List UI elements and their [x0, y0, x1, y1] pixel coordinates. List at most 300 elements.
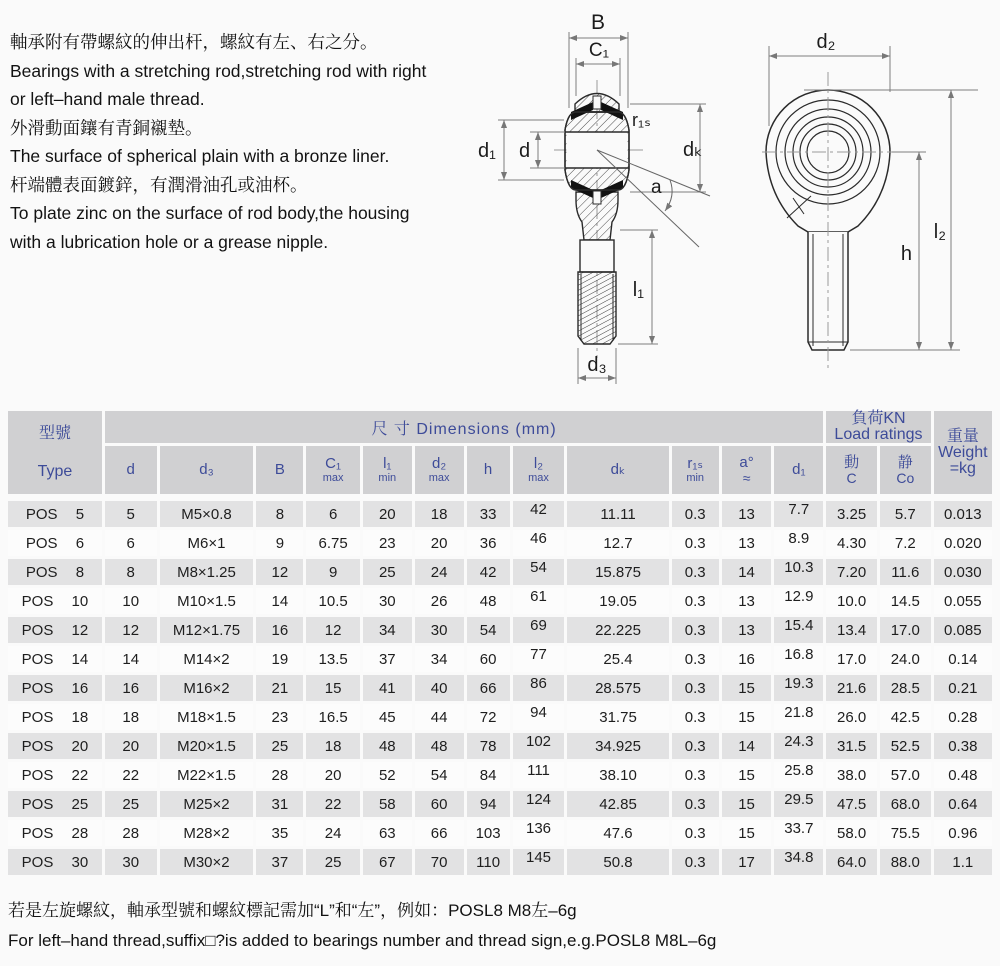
- cell-value: 22.225: [567, 617, 668, 643]
- table-row: [8, 530, 992, 556]
- intro-text: [10, 28, 472, 256]
- footnote-en: For left–hand thread,suffix□?is added to bearings number and thread sign,e.g.POSL8 M8L–6g: [8, 931, 717, 950]
- cell-value: 18: [105, 704, 157, 730]
- cell-value: [774, 617, 823, 643]
- column-label: l₂: [533, 455, 544, 472]
- cell-value: 14: [256, 588, 303, 614]
- label-d2: d₂: [816, 31, 836, 53]
- cell-text: 21.8: [784, 703, 814, 721]
- label-r1s: r₁ₛ: [632, 110, 651, 130]
- table-row: [8, 675, 992, 701]
- table-row: [8, 588, 992, 614]
- column-header: [306, 446, 360, 494]
- weight-column-header: [934, 411, 992, 494]
- label-l2: l₂: [933, 221, 946, 243]
- column-header: [722, 446, 772, 494]
- cell-type: POS 12: [8, 617, 102, 643]
- cell-value: 36: [467, 530, 510, 556]
- cell-value: 21: [256, 675, 303, 701]
- cell-value: 24: [306, 820, 360, 846]
- column-qualifier: ≈: [742, 469, 751, 486]
- column-header: [513, 446, 565, 494]
- cell-value: 30: [415, 617, 464, 643]
- cell-text: 42: [530, 500, 547, 518]
- cell-value: 22: [306, 791, 360, 817]
- cell-value: M16×2: [160, 675, 254, 701]
- cell-value: 60: [415, 791, 464, 817]
- column-label: a°: [739, 453, 754, 471]
- cell-value: 28: [256, 762, 303, 788]
- cell-value: [513, 588, 565, 614]
- label-h: h: [900, 243, 912, 265]
- cell-value: 30: [105, 849, 157, 875]
- cell-value: 15: [722, 675, 772, 701]
- footnotes: [8, 896, 716, 956]
- cell-value: 60: [467, 646, 510, 672]
- cell-value: 64.0: [826, 849, 877, 875]
- left-technical-drawing: [472, 0, 768, 400]
- cell-value: [513, 501, 565, 527]
- cell-value: 25: [363, 559, 412, 585]
- cell-value: 75.5: [880, 820, 931, 846]
- cell-value: 0.3: [672, 646, 719, 672]
- cell-value: 0.3: [672, 530, 719, 556]
- cell-value: 1.1: [934, 849, 992, 875]
- column-header: [467, 446, 510, 494]
- label-d1: d₁: [478, 140, 496, 162]
- cell-value: 20: [306, 762, 360, 788]
- cell-value: 19: [256, 646, 303, 672]
- table-row: [8, 704, 992, 730]
- column-header: [256, 446, 303, 494]
- cell-value: 40: [415, 675, 464, 701]
- cell-value: 0.3: [672, 675, 719, 701]
- cell-value: [513, 762, 565, 788]
- cell-value: 103: [467, 820, 510, 846]
- label-b: B: [590, 11, 606, 34]
- label-c1: C₁: [588, 40, 610, 61]
- cell-value: 10.0: [826, 588, 877, 614]
- cell-value: 0.96: [934, 820, 992, 846]
- intro-line: or left–hand male thread.: [10, 89, 205, 109]
- cell-value: 84: [467, 762, 510, 788]
- weight-header-en: Weight: [938, 443, 988, 461]
- cell-text: 86: [530, 674, 547, 692]
- cell-value: 48: [467, 588, 510, 614]
- column-qualifier: min: [378, 472, 397, 484]
- cell-value: 58.0: [826, 820, 877, 846]
- label-d3: d₃: [587, 354, 607, 376]
- cell-value: 88.0: [880, 849, 931, 875]
- cell-value: 0.3: [672, 559, 719, 585]
- intro-line: The surface of spherical plain with a bronze liner.: [10, 146, 390, 166]
- cell-value: 21.6: [826, 675, 877, 701]
- cell-text: 69: [530, 616, 547, 634]
- cell-value: 14.5: [880, 588, 931, 614]
- cell-value: 16: [722, 646, 772, 672]
- table-header-row2: [8, 446, 992, 494]
- cell-value: 37: [256, 849, 303, 875]
- cell-value: 33: [467, 501, 510, 527]
- label-a: a: [651, 177, 662, 198]
- column-label: d: [126, 461, 135, 478]
- column-label: r₁ₛ: [687, 455, 704, 472]
- cell-value: 17.0: [880, 617, 931, 643]
- cell-type: POS 25: [8, 791, 102, 817]
- cell-value: M5×0.8: [160, 501, 254, 527]
- cell-value: [774, 820, 823, 846]
- cell-value: [774, 675, 823, 701]
- cell-value: 41: [363, 675, 412, 701]
- cell-value: 5: [105, 501, 157, 527]
- intro-line: To plate zinc on the surface of rod body,the housing: [10, 203, 410, 223]
- cell-value: [774, 559, 823, 585]
- cell-value: 0.21: [934, 675, 992, 701]
- cell-value: 6.75: [306, 530, 360, 556]
- cell-value: 5.7: [880, 501, 931, 527]
- cell-value: 37: [363, 646, 412, 672]
- cell-value: 52: [363, 762, 412, 788]
- cell-value: 35: [256, 820, 303, 846]
- cell-value: [774, 733, 823, 759]
- cell-value: 0.28: [934, 704, 992, 730]
- column-header: [567, 446, 668, 494]
- cell-text: 29.5: [784, 790, 814, 808]
- cell-value: 70: [415, 849, 464, 875]
- cell-value: 58: [363, 791, 412, 817]
- cell-value: 47.5: [826, 791, 877, 817]
- cell-value: 24.0: [880, 646, 931, 672]
- table-header-row1: [8, 411, 992, 443]
- cell-value: 10.5: [306, 588, 360, 614]
- cell-value: 110: [467, 849, 510, 875]
- cell-value: [513, 791, 565, 817]
- cell-value: 9: [306, 559, 360, 585]
- cell-type: POS 10: [8, 588, 102, 614]
- cell-value: M18×1.5: [160, 704, 254, 730]
- cell-text: 10.3: [784, 558, 814, 576]
- cell-value: 4.30: [826, 530, 877, 556]
- weight-header-unit: =kg: [949, 459, 976, 477]
- cell-value: 20: [363, 501, 412, 527]
- cell-value: 34: [363, 617, 412, 643]
- cell-text: 61: [530, 587, 547, 605]
- spacer-row: [8, 497, 992, 498]
- cell-value: 13.4: [826, 617, 877, 643]
- type-header-zh: 型號: [38, 424, 71, 442]
- cell-value: 15.875: [567, 559, 668, 585]
- cell-text: 136: [525, 819, 552, 837]
- cell-value: 12: [105, 617, 157, 643]
- column-label: h: [483, 461, 493, 478]
- column-qualifier: C: [846, 469, 857, 486]
- cell-value: 0.3: [672, 820, 719, 846]
- weight-header-zh: 重量: [946, 427, 979, 445]
- column-header: [105, 446, 157, 494]
- cell-value: 11.11: [567, 501, 668, 527]
- cell-value: [774, 704, 823, 730]
- cell-text: 24.3: [784, 732, 814, 750]
- cell-value: 45: [363, 704, 412, 730]
- cell-value: 7.2: [880, 530, 931, 556]
- cell-value: 31.5: [826, 733, 877, 759]
- cell-value: M14×2: [160, 646, 254, 672]
- cell-value: M28×2: [160, 820, 254, 846]
- cell-value: [774, 849, 823, 875]
- column-qualifier: Co: [896, 469, 915, 486]
- cell-value: 0.013: [934, 501, 992, 527]
- cell-type: POS 30: [8, 849, 102, 875]
- cell-value: 14: [722, 733, 772, 759]
- cell-value: 0.3: [672, 733, 719, 759]
- cell-value: 15: [722, 762, 772, 788]
- cell-value: 18: [306, 733, 360, 759]
- cell-value: 23: [256, 704, 303, 730]
- column-label: d₁: [792, 461, 806, 478]
- intro-line: Bearings with a stretching rod,stretching rod with right: [10, 60, 427, 81]
- cell-value: 25.4: [567, 646, 668, 672]
- label-l1: l₁: [632, 279, 644, 301]
- cell-value: 0.48: [934, 762, 992, 788]
- cell-value: [513, 849, 565, 875]
- column-label: dₖ: [610, 461, 626, 478]
- table-row: [8, 501, 992, 527]
- cell-text: 94: [530, 703, 547, 721]
- column-header: [826, 446, 877, 494]
- cell-value: 15: [722, 791, 772, 817]
- cell-type: POS 18: [8, 704, 102, 730]
- intro-line: 軸承附有帶螺紋的伸出杆，螺紋有左、右之分。: [10, 32, 378, 52]
- cell-value: [513, 617, 565, 643]
- column-header: [415, 446, 464, 494]
- table-row: [8, 559, 992, 585]
- cell-value: 42.85: [567, 791, 668, 817]
- table-row: [8, 617, 992, 643]
- label-d: d: [519, 140, 531, 162]
- column-header: [363, 446, 412, 494]
- cell-value: 34: [415, 646, 464, 672]
- column-header: [160, 446, 254, 494]
- cell-text: 124: [525, 790, 552, 808]
- cell-text: 12.9: [784, 587, 814, 605]
- cell-type: POS 8: [8, 559, 102, 585]
- cell-value: 48: [415, 733, 464, 759]
- cell-value: 6: [306, 501, 360, 527]
- cell-value: 15: [722, 820, 772, 846]
- cell-value: 3.25: [826, 501, 877, 527]
- bearing-section: [565, 94, 629, 345]
- column-label: d₃: [199, 461, 214, 478]
- cell-value: 67: [363, 849, 412, 875]
- cell-value: 28.575: [567, 675, 668, 701]
- cell-value: [513, 675, 565, 701]
- cell-value: 23: [363, 530, 412, 556]
- cell-value: 16: [105, 675, 157, 701]
- cell-value: [513, 820, 565, 846]
- cell-value: 10: [105, 588, 157, 614]
- cell-value: 6: [105, 530, 157, 556]
- table-row: [8, 762, 992, 788]
- cell-value: [774, 588, 823, 614]
- cell-text: 77: [530, 645, 547, 663]
- cell-value: 57.0: [880, 762, 931, 788]
- cell-value: 50.8: [567, 849, 668, 875]
- cell-value: 13: [722, 530, 772, 556]
- cell-value: 13.5: [306, 646, 360, 672]
- cell-value: 17.0: [826, 646, 877, 672]
- cell-value: [513, 530, 565, 556]
- cell-text: 34.8: [784, 848, 814, 866]
- column-qualifier: max: [322, 472, 344, 484]
- dimensions-header: 尺 寸 Dimensions (mm): [105, 411, 823, 443]
- type-column-header: [8, 411, 102, 494]
- cell-text: 102: [525, 732, 552, 750]
- cell-value: [513, 733, 565, 759]
- cell-value: 7.20: [826, 559, 877, 585]
- cell-value: M12×1.75: [160, 617, 254, 643]
- cell-value: M20×1.5: [160, 733, 254, 759]
- table-row: [8, 849, 992, 875]
- table-row: [8, 820, 992, 846]
- cell-text: 33.7: [784, 819, 814, 837]
- cell-text: 54: [530, 558, 547, 576]
- cell-value: 0.055: [934, 588, 992, 614]
- cell-type: POS 20: [8, 733, 102, 759]
- cell-value: 0.020: [934, 530, 992, 556]
- label-dk: dₖ: [683, 139, 703, 161]
- cell-value: 0.3: [672, 617, 719, 643]
- cell-value: 0.3: [672, 849, 719, 875]
- cell-value: 42.5: [880, 704, 931, 730]
- cell-value: 12: [306, 617, 360, 643]
- column-label: l₁: [383, 455, 392, 472]
- cell-value: 12: [256, 559, 303, 585]
- table-body: [8, 497, 992, 875]
- cell-value: 0.64: [934, 791, 992, 817]
- cell-text: 8.9: [788, 529, 810, 547]
- cell-value: 14: [105, 646, 157, 672]
- cell-value: 0.3: [672, 501, 719, 527]
- cell-value: 42: [467, 559, 510, 585]
- cell-value: 15: [306, 675, 360, 701]
- column-label: B: [274, 461, 285, 478]
- cell-value: 12.7: [567, 530, 668, 556]
- cell-value: 19.05: [567, 588, 668, 614]
- cell-value: [774, 530, 823, 556]
- cell-value: 25: [256, 733, 303, 759]
- cell-value: M10×1.5: [160, 588, 254, 614]
- cell-text: 7.7: [788, 500, 810, 518]
- cell-value: 24: [415, 559, 464, 585]
- intro-line: 外滑動面鑲有青銅襯墊。: [10, 117, 203, 138]
- table-row: [8, 646, 992, 672]
- cell-type: POS 14: [8, 646, 102, 672]
- load-header-en: Load ratings: [834, 426, 923, 443]
- column-header: [880, 446, 931, 494]
- cell-value: 0.3: [672, 588, 719, 614]
- cell-value: 13: [722, 617, 772, 643]
- cell-value: 16: [256, 617, 303, 643]
- cell-value: 0.030: [934, 559, 992, 585]
- cell-type: POS 5: [8, 501, 102, 527]
- cell-value: 8: [105, 559, 157, 585]
- intro-line: 杆端體表面鍍鋅，有潤滑油孔或油杯。: [10, 174, 308, 195]
- cell-value: 17: [722, 849, 772, 875]
- cell-value: 28: [105, 820, 157, 846]
- column-header: [774, 446, 823, 494]
- cell-value: 54: [415, 762, 464, 788]
- cell-text: 145: [525, 848, 552, 866]
- cell-type: POS 16: [8, 675, 102, 701]
- cell-value: [513, 559, 565, 585]
- cell-text: 16.8: [784, 645, 814, 663]
- cell-value: M8×1.25: [160, 559, 254, 585]
- cell-value: 31.75: [567, 704, 668, 730]
- cell-value: 8: [256, 501, 303, 527]
- column-header: [672, 446, 719, 494]
- cell-value: M25×2: [160, 791, 254, 817]
- cell-type: POS 22: [8, 762, 102, 788]
- type-header-en: Type: [37, 462, 73, 480]
- cell-value: 68.0: [880, 791, 931, 817]
- cell-value: 66: [467, 675, 510, 701]
- load-ratings-header: [826, 411, 930, 443]
- cell-value: 20: [415, 530, 464, 556]
- cell-value: 72: [467, 704, 510, 730]
- column-label: 静: [897, 453, 913, 471]
- cell-value: 18: [415, 501, 464, 527]
- cell-value: 38.0: [826, 762, 877, 788]
- column-qualifier: max: [428, 472, 450, 484]
- cell-value: 28.5: [880, 675, 931, 701]
- cell-text: 46: [530, 529, 547, 547]
- column-label: d₂: [432, 455, 447, 472]
- cell-value: 66: [415, 820, 464, 846]
- cell-value: 15: [722, 704, 772, 730]
- cell-value: 31: [256, 791, 303, 817]
- cell-value: 44: [415, 704, 464, 730]
- cell-value: 11.6: [880, 559, 931, 585]
- column-qualifier: min: [686, 472, 705, 484]
- cell-value: 20: [105, 733, 157, 759]
- cell-text: 15.4: [784, 616, 814, 634]
- cell-value: [774, 791, 823, 817]
- table-row: [8, 791, 992, 817]
- column-label: C₁: [325, 455, 342, 472]
- cell-value: 25: [105, 791, 157, 817]
- cell-value: M22×1.5: [160, 762, 254, 788]
- dimensions-table: [5, 408, 995, 878]
- cell-text: 111: [527, 761, 550, 779]
- cell-value: 22: [105, 762, 157, 788]
- cell-value: [774, 646, 823, 672]
- cell-value: 34.925: [567, 733, 668, 759]
- cell-value: 0.14: [934, 646, 992, 672]
- cell-type: POS 28: [8, 820, 102, 846]
- cell-value: 16.5: [306, 704, 360, 730]
- cell-value: 38.10: [567, 762, 668, 788]
- cell-type: POS 6: [8, 530, 102, 556]
- cell-value: 63: [363, 820, 412, 846]
- cell-value: 30: [363, 588, 412, 614]
- cell-value: 25: [306, 849, 360, 875]
- cell-value: [774, 501, 823, 527]
- cell-value: 54: [467, 617, 510, 643]
- cell-value: 0.38: [934, 733, 992, 759]
- column-label: 動: [844, 453, 860, 471]
- table-row: [8, 733, 992, 759]
- cell-value: M30×2: [160, 849, 254, 875]
